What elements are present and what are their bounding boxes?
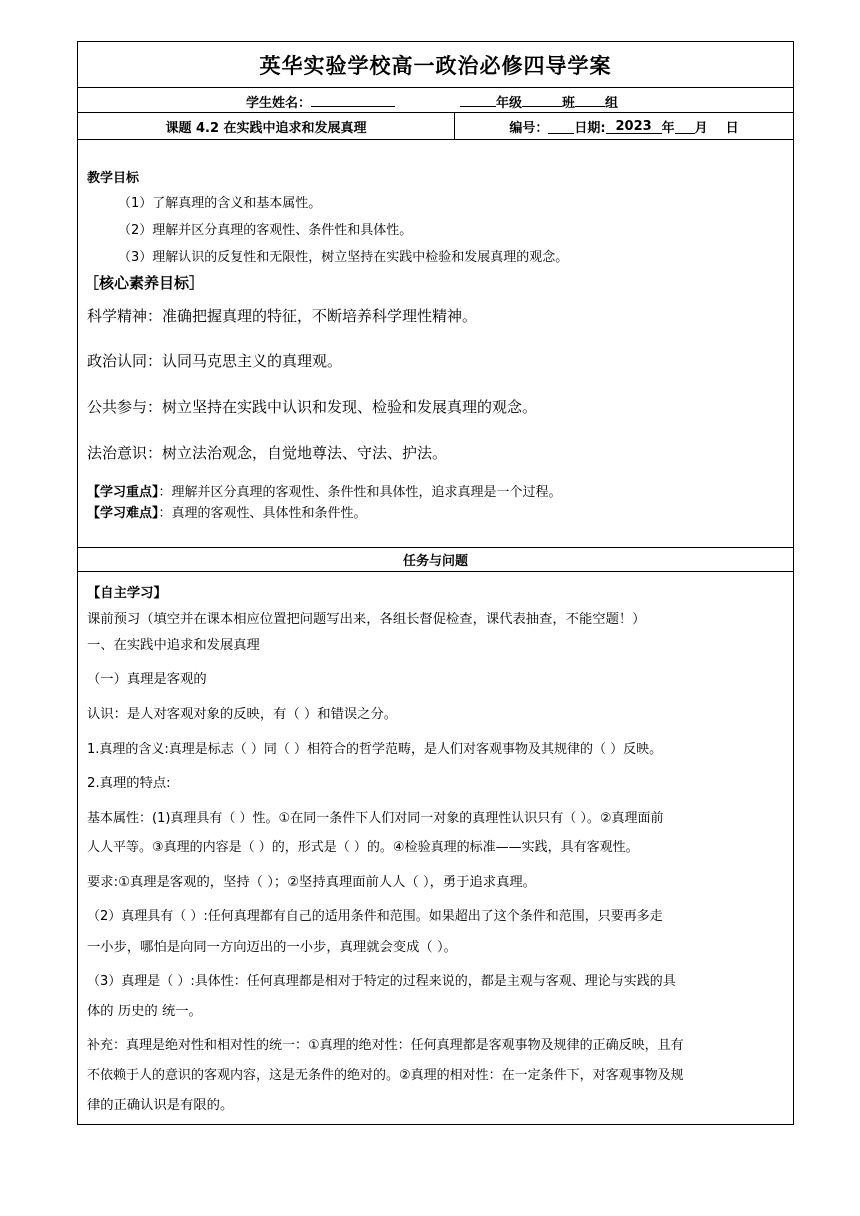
task-line: 基本属性：(1)真理具有（ ）性。①在同一条件下人们对同一对象的真理性认识只有（ ）。②真理面前 [87,811,664,826]
task-line: 课前预习（填空并在课本相应位置把问题写出来，各组长督促检查，课代表抽查，不能空题！） [87,612,646,627]
task-line: 2.真理的特点: [87,776,171,791]
student-info-row [78,88,793,113]
student-name-blank[interactable] [311,92,395,107]
tasks-body [78,572,793,1124]
task-line: 人人平等。③真理的内容是（ ）的，形式是（ ）的。④检验真理的标准——实践，具有客观性。 [87,840,639,855]
month-blank[interactable] [675,119,695,134]
topic-title: 课题 4.2 在实践中追求和发展真理 [78,113,455,139]
month-label: 月 [694,120,708,136]
goal-item: （2）理解并区分真理的客观性、条件性和具体性。 [118,223,413,238]
task-line: （2）真理具有（ ）:任何真理都有自己的适用条件和范围。如果超出了这个条件和范围，只要再多走 [87,909,663,924]
goals-section [78,140,793,548]
group-label: 组 [605,96,619,111]
page-title: 英华实验学校高一政治必修四导学案 [78,42,793,88]
task-line: 1.真理的含义:真理是标志（ ）同（ ）相符合的哲学范畴，是人们对客观事物及其规律的（ ）反映。 [87,742,663,757]
task-line: 一小步，哪怕是向同一方向迈出的一小步，真理就会变成（ ）。 [87,940,457,955]
core-item: 政治认同：认同马克思主义的真理观。 [87,352,343,370]
task-line: 体的 历史的 统一。 [87,1004,202,1019]
goal-item: （1）了解真理的含义和基本属性。 [118,196,322,211]
core-item: 法治意识：树立法治观念，自觉地尊法、守法、护法。 [87,444,448,462]
grade-blank[interactable] [460,92,496,107]
core-item: 科学精神：准确把握真理的特征，不断培养科学理性精神。 [87,307,478,325]
day-label: 日 [725,120,739,136]
group-blank[interactable] [575,92,605,107]
goal-item: （3）理解认识的反复性和无限性，树立坚持在实践中检验和发展真理的观念。 [118,250,569,265]
task-line: 认识：是人对客观对象的反映，有（ ）和错误之分。 [87,707,398,722]
goals-heading: 教学目标 [87,171,140,186]
task-line: 要求:①真理是客观的，坚持（ ）；②坚持真理面前人人（ ），勇于追求真理。 [87,875,536,890]
number-blank[interactable] [548,119,574,134]
student-name-field[interactable] [246,92,395,111]
core-heading: ［核心素养目标］ [84,274,205,292]
core-item: 公共参与：树立坚持在实践中认识和发现、检验和发展真理的观念。 [87,398,538,416]
difficult-points [87,502,367,521]
task-line: 律的正确认识是有限的。 [87,1098,234,1113]
key-label: 【学习重点】 [87,485,159,500]
year-label: 年 [661,120,675,136]
student-name-label: 学生姓名： [246,96,312,111]
number-date-field [455,113,793,139]
year-value: 2023 [606,119,662,134]
difficulty-label: 【学习难点】 [87,506,159,521]
grade-label: 年级 [496,96,523,111]
task-line: 补充：真理是绝对性和相对性的统一：①真理的绝对性：任何真理都是客观事物及规律的正确反映，且有 [87,1038,684,1053]
key-text: ：理解并区分真理的客观性、条件性和具体性，追求真理是一个过程。 [158,485,562,500]
topic-row [78,113,793,140]
task-line: 不依赖于人的意识的客观内容，这是无条件的绝对的。②真理的相对性：在一定条件下，对客观事物及规 [87,1068,684,1083]
date-label: 日期: [574,120,606,136]
self-study-heading: 【自主学习】 [87,586,167,601]
difficulty-text: ：真理的客观性、具体性和条件性。 [158,506,367,521]
worksheet-table [77,41,794,1125]
class-blank[interactable] [522,92,562,107]
tasks-heading: 任务与问题 [78,548,793,572]
number-label: 编号： [509,120,549,136]
task-line: （3）真理是（ ）:具体性：任何真理都是相对于特定的过程来说的，都是主观与客观、理论与实践的具 [87,974,676,989]
task-line: （一）真理是客观的 [87,672,207,687]
class-info-field [460,92,618,111]
key-points [87,481,562,500]
task-line: 一、在实践中追求和发展真理 [87,638,260,653]
class-label: 班 [562,96,576,111]
